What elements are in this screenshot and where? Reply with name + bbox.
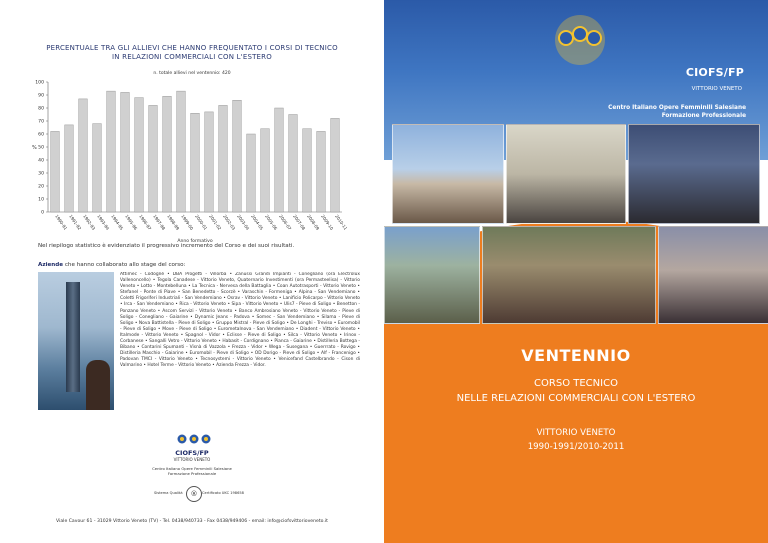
quality-label: Sistema Qualità	[154, 491, 183, 495]
y-tick-label: 80	[38, 106, 44, 112]
bar	[135, 98, 144, 212]
x-tick-label: 1996-97	[138, 213, 153, 231]
y-tick-label: 20	[38, 184, 44, 190]
photo-mountain-group	[392, 124, 504, 224]
ciofs-emblem-icon	[548, 14, 612, 66]
photo-class-outdoor	[482, 226, 656, 324]
x-tick-label: 1990-91	[54, 213, 69, 231]
location: VITTORIO VENETO	[536, 428, 616, 438]
x-tick-label: 1993-94	[96, 213, 111, 231]
x-tick-label: 1991-92	[68, 213, 83, 231]
tower-shape	[66, 282, 80, 392]
main-title: VENTENNIO	[521, 346, 631, 365]
y-tick-label: 60	[38, 132, 44, 138]
chart-title	[0, 44, 384, 62]
bar	[79, 99, 88, 212]
photo-computer-lab	[506, 124, 626, 224]
x-tick-label: 2000-01	[194, 213, 209, 231]
intro-text: Nel riepilogo statistico è evidenziato il progressivo incremento del Corso e dei suoi risultati.	[38, 243, 295, 249]
y-tick-label: 100	[35, 80, 44, 86]
photo-class-indoor	[658, 226, 768, 324]
bar	[65, 125, 74, 212]
bar	[163, 96, 172, 212]
years-range: 1990-1991/2010-2011	[527, 442, 625, 452]
aziende-heading	[38, 262, 185, 268]
bar	[289, 115, 298, 213]
x-tick-label: 1995-96	[124, 213, 139, 231]
bar	[331, 118, 340, 212]
x-tick-label: 2003-04	[236, 213, 251, 231]
bar	[219, 105, 228, 212]
bar	[93, 124, 102, 212]
bar	[303, 129, 312, 212]
bar	[205, 112, 214, 212]
bar	[191, 113, 200, 212]
bar	[121, 92, 130, 212]
x-tick-label: 2009-10	[320, 213, 335, 231]
bar	[275, 108, 284, 212]
y-tick-label: 50	[38, 145, 44, 151]
tower-photo	[38, 272, 114, 410]
certification-icon: ®	[186, 486, 202, 502]
photo-mountain-view	[384, 226, 480, 324]
footer-org-line-1: Centro Italiano Opere Femminili Salesiane	[152, 466, 232, 471]
student-silhouette	[86, 360, 110, 410]
footer-org	[0, 466, 384, 476]
tagline-line-1: Centro Italiano Opere Femminili Salesiane	[608, 105, 746, 111]
bar	[107, 91, 116, 212]
y-tick-label: 90	[38, 93, 44, 99]
bar	[149, 105, 158, 212]
y-axis-label: %	[32, 145, 37, 151]
bar	[261, 129, 270, 212]
aziende-rest: che hanno collaborato allo stage del corso:	[63, 262, 186, 268]
tagline-line-2: Formazione Professionale	[661, 113, 746, 119]
companies-list: Attimec - Codognè • DBA Progetti - Villorba • Zanussi Grandi Impianti - Conegliano (ora Electrolux Vallenoncello) • Tegola Canadese - Vittorio Veneto, Quaternario Investimenti (ora Permasteelisa) - Vittorio Veneto • Lotto - Montebelluna • La Tecnica - Nervesa della Battaglia • Coan Autotrasporti - Vittorio Veneto • Stefanel - Ponte di Piave • San Benedetto - Scorzè • Varaschin - Formeniga • Alpina - San Vendemiano • Coletti Frigoriferi Industriali - San Vendemiano • Osrav - Vittorio Veneto • Lanificio Policarpo - Vittorio Veneto • Irca - San Vendemiano • Rica - Vittorio Veneto • Sipa - Vittorio Veneto • Ulis7 - Pieve di Soligo • Benetton - Ponzano Veneto • Ascom Servizi - Vittorio Veneto • Banco Ambrosiano Veneto - Vittorio Veneto - Pieve di Soligo - Conegliano - Gaiarine • Dynamic Jeans - Padova • Somec - San Vendemiano • Silama - Pieve di Soligo • Nova Battistella - Pieve di Soligo • Gruppo Mistral - Pieve di Soligo • De Longhi - Treviso • Euromobil - Pieve di Soligo • Move - Pieve di Soligo • Eurometalnova - San Vendemiano • Diadent - Vittorio Veneto • Italmode - Vittorio Veneto • Spagnol - Vidor • Eclisse - Pieve di Soligo • Silca - Vittorio Veneto • Irinox - Corbanese • Sangalli Vetro - Vittorio Veneto • Habasit - Cordignano • Pianca - Gaiarine • Distilleria Bottega - Bibano • Contarini Spumanti - Visnà di Vazzola • Frezza - Vidor • Wega - Susegana • Guerrrato - Rovigo • Distilleria Maschio - Gaiarine • Euromobil - Pieve di Soligo • OD Dorigo - Pieve di Soligo • Alf - Francenigo • Padovan TMCI - Vittorio Veneto • Tecnosystemi - Vittorio Veneto • Venicefand Castelbrando - Cison di Valmarino • Hotel Terme - Vittorio Veneto • Azienda Frezza - Vidor.	[120, 272, 360, 369]
footer-brand: CIOFS/FP	[175, 449, 209, 457]
brand-name: CIOFS/FP	[685, 66, 744, 79]
chart-title-line-2: IN RELAZIONI COMMERCIALI CON L'ESTERO	[112, 53, 272, 61]
x-tick-label: 2001-02	[208, 213, 223, 231]
y-tick-label: 40	[38, 158, 44, 164]
right-panel	[384, 0, 768, 543]
x-tick-label: 1998-99	[166, 213, 181, 231]
bar	[317, 131, 326, 212]
x-tick-label: 1994-95	[110, 213, 125, 231]
y-tick-label: 10	[38, 197, 44, 203]
aziende-label: Aziende	[38, 262, 64, 268]
course-title-1: CORSO TECNICO	[534, 378, 618, 389]
x-tick-label: 2008-09	[306, 213, 321, 231]
y-tick-label: 0	[41, 210, 44, 216]
ciofs-logo-icon	[170, 433, 218, 445]
bar	[247, 134, 256, 212]
x-tick-label: 2004-05	[250, 213, 265, 231]
x-tick-label: 2005-06	[264, 213, 279, 231]
chart-subtitle: n. totale allievi nel ventennio: 420	[153, 71, 231, 76]
brand-city: VITTORIO VENETO	[691, 86, 742, 92]
bar	[233, 100, 242, 212]
photo-students-night	[628, 124, 760, 224]
y-tick-label: 70	[38, 119, 44, 125]
bar-chart	[28, 76, 348, 246]
footer-city: VITTORIO VENETO	[173, 457, 211, 462]
course-title-2: NELLE RELAZIONI COMMERCIALI CON L'ESTERO	[456, 393, 696, 404]
x-tick-label: 1999-00	[180, 213, 195, 231]
certificate-label: Certificato UKC 198658	[202, 491, 244, 495]
chart-title-line-1: PERCENTUALE TRA GLI ALLIEVI CHE HANNO FREQUENTATO I CORSI DI TECNICO	[46, 44, 338, 52]
contact-line: Viale Cavour 61 - 31029 Vittorio Veneto (TV) - Tel. 0438/940733 - Fax 0438/949406 - email: info@ciofsvittorioveneto.it	[56, 519, 328, 524]
x-tick-label: 2010-11	[334, 213, 348, 231]
x-axis-label: Anno formativo	[177, 239, 213, 244]
footer-org-line-2: Formazione Professionale	[167, 471, 217, 476]
x-tick-label: 1997-98	[152, 213, 167, 231]
x-tick-label: 1992-93	[82, 213, 97, 231]
x-tick-label: 2002-03	[222, 213, 237, 231]
tagline	[546, 104, 746, 120]
y-tick-label: 30	[38, 171, 44, 177]
bar	[51, 131, 60, 212]
bar	[177, 91, 186, 212]
x-tick-label: 2006-07	[278, 213, 293, 231]
x-tick-label: 2007-08	[292, 213, 307, 231]
